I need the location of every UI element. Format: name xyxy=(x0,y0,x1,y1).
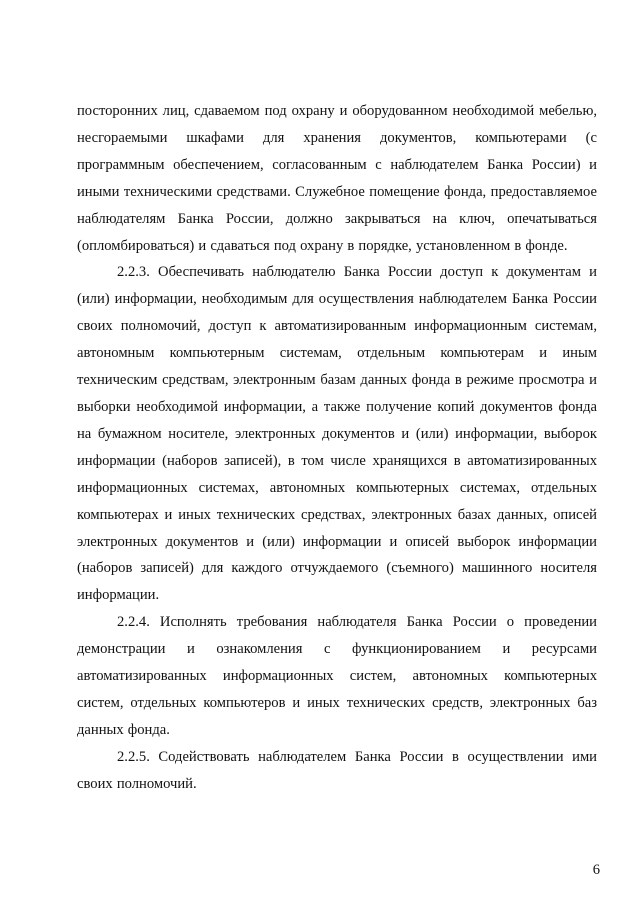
paragraph-2-2-4: 2.2.4. Исполнять требования наблюдателя Банка России о проведении демонстрации и ознакомления с функционированием и ресурсами автоматизированных информационных систем, автономных компьютерных систем, отдельных компьютеров и иных технических средств, электронных баз данных фонда. xyxy=(77,614,597,738)
page-number: 6 xyxy=(592,862,600,878)
paragraph-2-2-3: 2.2.3. Обеспечивать наблюдателю Банка России доступ к документам и (или) информации, необходимым для осуществления наблюдателем Банка России своих полномочий, доступ к автоматизированным информационным системам, автономным компьютерным системам, отдельным компьютерам и иным техническим средствам, электронным базам данных фонда в режиме просмотра и выборки необходимой информации, а также получение копий документов фонда на бумажном носителе, электронных документов и (или) информации, выборок информации (наборов записей), в том числе хранящихся в автоматизированных информационных системах, автономных компьютерных системах, отдельных компьютерах и иных технических средствах, электронных базах данных, описей электронных документов и (или) информации и описей выборок информации (наборов записей) для каждого отчуждаемого (съемного) машинного носителя информации. xyxy=(77,264,597,604)
paragraph-continuation: посторонних лиц, сдаваемом под охрану и оборудованном необходимой мебелью, несгораемыми шкафами для хранения документов, компьютерами (с программным обеспечением, согласованным с наблюдателем Банка России) и иными техническими средствами. Служебное помещение фонда, предоставляемое наблюдателям Банка России, должно закрываться на ключ, опечатываться (опломбироваться) и сдаваться под охрану в порядке, установленном в фонде. xyxy=(77,103,597,254)
document-body xyxy=(77,98,597,798)
paragraph-2-2-5: 2.2.5. Содействовать наблюдателем Банка России в осуществлении ими своих полномочий. xyxy=(77,748,597,792)
